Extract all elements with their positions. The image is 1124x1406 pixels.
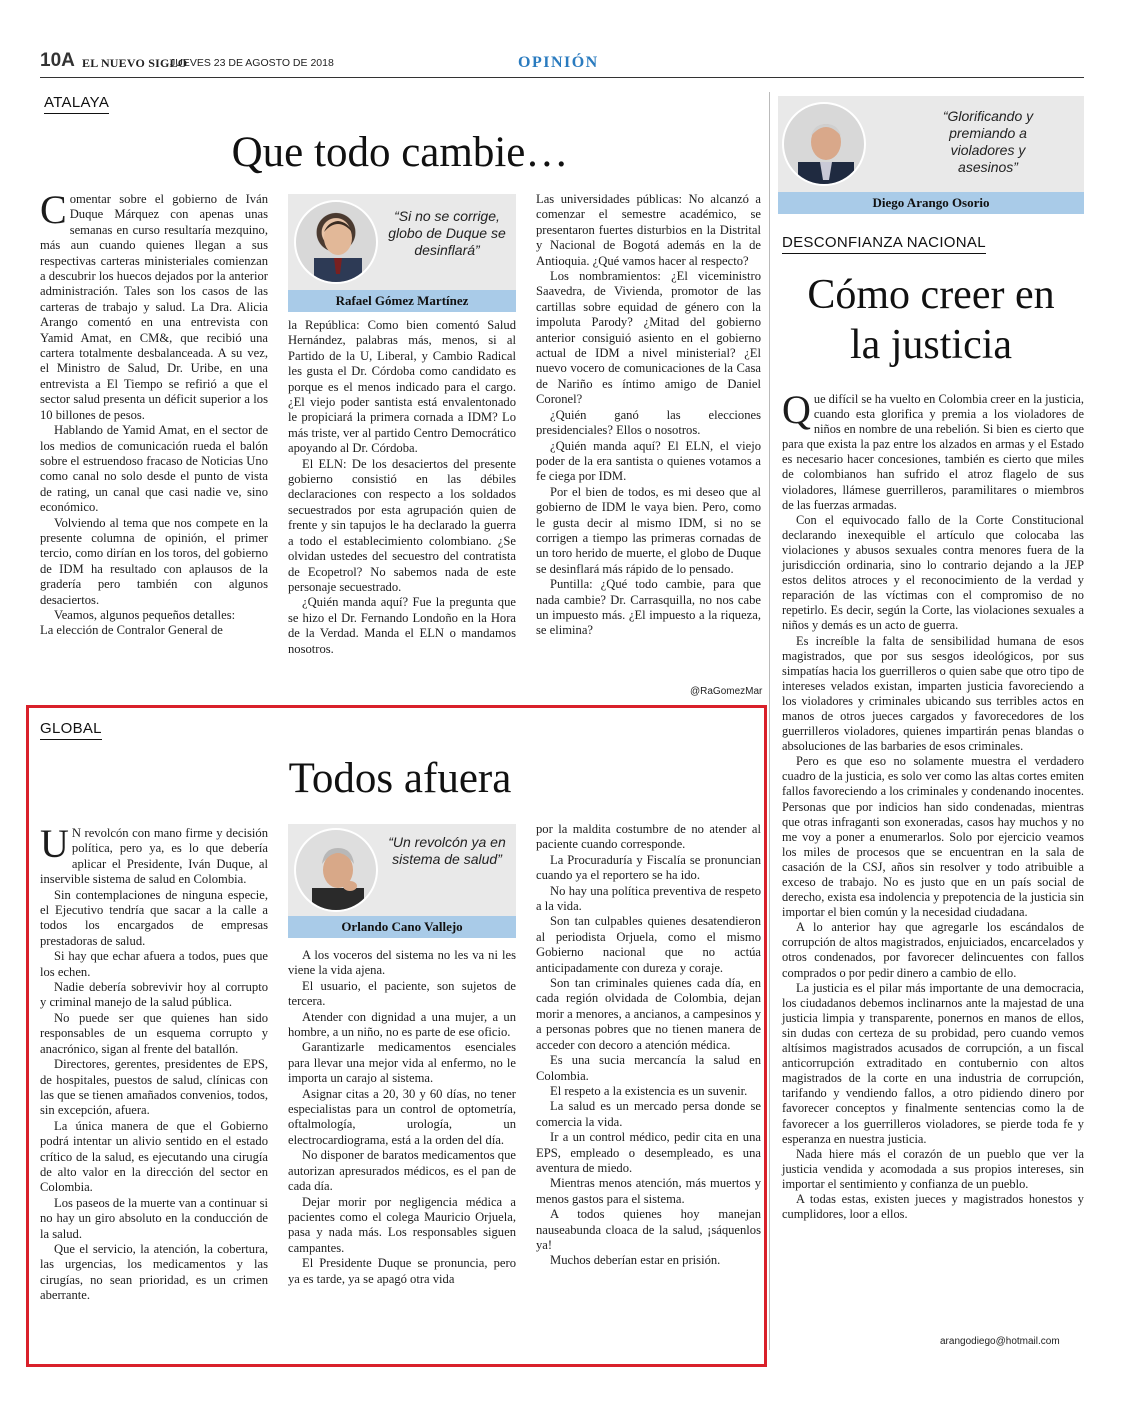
paragraph: Puntilla: ¿Qué todo cambie, para que nada cambie? Dr. Carrasquilla, no nos cabe un impuesto más. ¿El impuesto a la riqueza, se elimina?: [536, 577, 761, 638]
author-photo: [782, 102, 866, 186]
paragraph: La elección de Contralor General de: [40, 623, 223, 638]
global-column-2: [288, 948, 516, 1287]
author-photo: [294, 200, 378, 284]
paragraph: No puede ser que quienes han sido responsables de un esquema corrupto y anacrónico, sigan al frente del batallón.: [40, 1010, 268, 1056]
paragraph: A todas estas, existen jueces y magistrados honestos y cumplidores, loor a ellos.: [782, 1191, 1084, 1222]
paper-name: EL NUEVO SIGLO: [82, 56, 188, 70]
paragraph: Sin contemplaciones de ninguna especie, el Ejecutivo tendría que sacar a la calle a todos los encargados de empresas prestadoras de salud.: [40, 887, 268, 948]
paragraph: Los paseos de la muerte van a continuar si no hay un giro absoluto en la conducción de la salud.: [40, 1195, 268, 1241]
author-box-rafael: [288, 194, 516, 312]
paragraph: ue difícil se ha vuelto en Colombia creer en la justicia, cuando esta glorifica y premia a los violadores de niños en nombre de una rebelión. Si bien es cierto que para que exista la paz entre los alzados en armas y el Estado es necesario hacer concesiones, también es cierto que miles de colombianos han sufrido el atroz flagelo de sus violadores, llámese guerrilleros, paramilitares o miembros de las fuerzas armadas.: [782, 392, 1084, 512]
paragraph: Muchos deberían estar en prisión.: [550, 1253, 721, 1268]
paragraph: La Procuraduría y Fiscalía se pronuncian cuando ya el reportero se ha ido.: [536, 852, 761, 883]
global-headline: Todos afuera: [288, 755, 512, 802]
drop-cap: Q: [782, 387, 811, 432]
paragraph: ¿Quién manda aquí? Fue la pregunta que se hizo el Dr. Fernando Londoño en la Hora de la Verdad. Manda el ELN o mandamos nosotros.: [288, 595, 516, 656]
author-photo: [294, 828, 378, 912]
paragraph: Los nombramientos: ¿El viceministro Saavedra, de Vivienda, promotor de las cartillas sobre equidad de género con la impoluta Parody? ¿Mitad del gobierno anterior consiguió asiento en el gobierno actual de IDM a nivel ministerial? ¿El nuevo vocero de comunicaciones de la Casa de Nariño es íntimo amigo de Daniel Coronel?: [536, 269, 761, 407]
headline-line: la justicia: [849, 322, 1013, 368]
paragraph: la República: Como bien comentó Salud Hernández, palabras más, menos, si al Partido de la U, Liberal, y Cambio Radical les gusta el Dr. Córdoba como candidato es porque es el menos indicado para el cargo. ¿El viejo poder santista está envalentonado le propiciará la primera cornada a IDM? Lo más triste, ver al partido Centro Democrático apoyando al Dr. Córdoba.: [288, 318, 516, 456]
paragraph: Garantizarle medicamentos esenciales para llevar una mejor vida al enfermo, no le importa un carajo al sistema.: [288, 1040, 516, 1086]
paragraph: Nadie debería sobrevivir hoy al corrupto y criminal manejo de la salud pública.: [40, 980, 268, 1010]
drop-cap: U: [40, 821, 69, 866]
author-name: Diego Arango Osorio: [778, 192, 1084, 214]
paragraph: A los voceros del sistema no les va ni les viene la vida ajena.: [288, 948, 516, 978]
paragraph: A lo anterior hay que agregarle los escándalos de corrupción de altos magistrados, enjuiciados, encarcelados y otros condenados, por favorecer delincuentes con fallos comprados o por pedir dinero a cambio de ello.: [782, 920, 1084, 980]
paragraph: El ELN: De los desaciertos del presente gobierno consistió en las débiles declaraciones con respecto a los soldados secuestrados por esta agrupación quien de frente y sin tapujos le ha declarado la guerra a todo el establecimiento colombiano. ¿Se olvidan ustedes del secuestro del contratista de Ecopetrol? No sabemos nada de este personaje secuestrado.: [288, 456, 516, 594]
drop-cap: C: [40, 187, 67, 232]
author-email: arangodiego@hotmail.com: [940, 1336, 1060, 1347]
paragraph: Volviendo al tema que nos compete en la presente columna de opinión, el primer tercio, como dirían en los toros, del gobierno de IDM ha resultado con aplausos de la gradería pero también con algunos desaciertos.: [40, 515, 268, 607]
paragraph: Veamos, algunos pequeños detalles:: [54, 607, 236, 622]
paragraph: No disponer de baratos medicamentos que autorizan apresurados médicos, es el pan de cada día.: [288, 1148, 516, 1194]
paragraph: No hay una política preventiva de respeto a la vida.: [536, 883, 761, 914]
paragraph: por la maldita costumbre de no atender al paciente cuando corresponde.: [536, 822, 761, 852]
issue-date: JUEVES 23 DE AGOSTO DE 2018: [170, 57, 334, 69]
atalaya-column-2: [288, 318, 516, 657]
author-name: Orlando Cano Vallejo: [288, 916, 516, 938]
author-handle: @RaGomezMar: [690, 686, 763, 697]
author-quote: “Un revolcón ya en sistema de salud”: [388, 834, 506, 867]
paragraph: Ir a un control médico, pedir cita en una EPS, empleado o desempleado, es una aventura de miedo.: [536, 1130, 761, 1175]
paragraph: El usuario, el paciente, son sujetos de tercera.: [288, 978, 516, 1009]
paragraph: Que el servicio, la atención, la cobertura, las urgencias, los medicamentos y las cirugías, no sean prioridad, es un crimen aberrante.: [40, 1241, 268, 1303]
paragraph: Por el bien de todos, es mi deseo que al gobierno de IDM le vaya bien. Pero, como le gusta decir al mismo IDM, si no se corrigen a tiempo las primeras cornadas de un toro herido de muerte, el globo de Duque se desinflará más rápido de lo pensado.: [536, 484, 761, 576]
paragraph: Mientras menos atención, más muertos y menos gastos para el sistema.: [536, 1176, 761, 1206]
paragraph: Es increíble la falta de sensibilidad humana de esos magistrados, que por sus sesgos ideológicos, por sus simpatías hacia los guerrilleros o quien sabe que otro tipo de intereses velados existan, imparten justicia favoreciendo a los violadores y criminales ubicando sus terribles actos en manos de otros jueces cargados y favorecedores de los guerrilleros violadores, quienes impartirán penas blandas o absoluciones de las barbaries de esos criminales.: [782, 633, 1084, 754]
page-number: 10A: [40, 50, 75, 71]
desconfianza-headline: [778, 270, 1084, 370]
desconfianza-kicker: DESCONFIANZA NACIONAL: [782, 234, 986, 254]
author-quote: “Si no se corrige, globo de Duque se desinflará”: [388, 208, 506, 258]
paragraph: El respeto a la existencia es un suvenir.: [550, 1083, 748, 1098]
atalaya-kicker: ATALAYA: [44, 94, 109, 114]
desconfianza-column: [782, 387, 1084, 1222]
paragraph: Pero es que eso no solamente muestra el verdadero cuadro de la justicia, es solo ver como las altas cortes emiten fallos favoreciendo a los criminales y condenando inocentes. Personas que por indicios han sido condenadas, mientras que otras infraganti son exoneradas, casos hay muchos y no me voy a poner a enumerarlos. Solo por ejercicio veamos los miles de procesos que se encuentran en la sala de casación de la CSJ, años sin resolver y todo atribuible a exceso de trabajo. No es justo que en un país social de derecho, exista esa indolencia y prepotencia de la justicia sin importar el bien común y la necesidad ciudadana.: [782, 754, 1084, 920]
headline-line: Cómo creer en: [807, 272, 1055, 318]
paragraph: Directores, gerentes, presidentes de EPS, de hospitales, puestos de salud, clínicas con las que se tienen amañados convenios, todos, sin excepción, afuera.: [40, 1057, 268, 1118]
paragraph: Dejar morir por negligencia médica a pacientes como el colega Mauricio Orjuela, pasa y nada más. Los responsables siguen campantes.: [288, 1194, 516, 1255]
author-quote: “Glorificando y premiando a violadores y asesinos”: [942, 108, 1034, 175]
author-name: Rafael Gómez Martínez: [288, 290, 516, 312]
section-title: OPINIÓN: [518, 54, 599, 71]
author-box-diego: [778, 96, 1084, 214]
paragraph: Con el equivocado fallo de la Corte Constitucional declarando inexequible el artículo que colocaba las violaciones y abusos sexuales contra menores fuera de la jurisdicción ordinaria, sino lo contrario dejando a la JEP estos delitos atroces y el reconocimiento de la verdad y reparación de las víctimas con el compromiso de no repetirlo. Es decir, según la Corte, las violaciones sexuales a niños y demás es un acto de guerra.: [782, 512, 1084, 633]
atalaya-headline: Que todo cambie…: [231, 129, 569, 176]
paragraph: La justicia es el pilar más importante de una democracia, los ciudadanos debemos inclinarnos ante la majestad de una justicia limpia y transparente, ponernos en manos de ellos, sin dudas con certeza de su probidad, pero cuando vemos altísimos magistrados acusados de corrupción, a un fiscal anticorrupción extraditado en contubernio con altos magistrados de la corte en una industria de corrupción, tarifando y vendiendo fallos, a otro pidiendo dinero por favorecer conceptos y finalmente sentencias como la de favorecer a los guerrilleros violadores, se pierde toda fe y esperanza en nuestra justicia.: [782, 980, 1084, 1146]
atalaya-column-3: [536, 192, 761, 639]
page-header: [40, 48, 1084, 78]
paragraph: omentar sobre el gobierno de Iván Duque Márquez con apenas unas semanas en curso resultaría mezquino, más aun cuando quienes llegan a sus respectivas carteras ministeriales comienzan a descubrir los huecos dejados por la anterior administración. Tales son los casos de las carteras de trabajo y salud. La Dra. Alicia Arango comentó en una entrevista con Yamid Amat, en CM&, que recibió una cartera totalmente desbalanceada. A su vez, el Ministro de Salud, Dr. Uribe, en una entrevista a El Tiempo se refirió a que el sector salud presenta un déficit superior a los 10 billones de pesos.: [40, 192, 268, 422]
global-kicker: GLOBAL: [40, 720, 102, 740]
paragraph: A todos quienes hoy manejan nauseabunda cloaca de la salud, ¡sáquenlos ya!: [536, 1207, 761, 1252]
paragraph: Hablando de Yamid Amat, en el sector de los medios de comunicación rueda el balón sobre el estruendoso fracaso de Noticias Uno como canal no solo desde el punto de vista de rating, un canal que casi nadie ve, sino económico.: [40, 423, 268, 515]
paragraph: N revolcón con mano firme y decisión política, pero ya, es lo que debería aplicar el Presidente, Iván Duque, al inservible sistema de salud en Colombia.: [40, 826, 268, 887]
paragraph: Las universidades públicas: No alcanzó a comenzar el semestre académico, se presentaron fuertes disturbios en la Distrital y Nacional de Bogotá además en la de Antioquia. ¿Qué vamos hacer al respecto?: [536, 192, 761, 268]
paragraph: Es una sucia mercancía la salud en Colombia.: [536, 1053, 761, 1083]
paragraph: ¿Quién manda aquí? El ELN, el viejo poder de la era santista o quienes votamos a fe ciega por IDM.: [536, 438, 761, 484]
paragraph: Atender con dignidad a una mujer, a un hombre, a un niño, no es parte de ese oficio.: [288, 1009, 516, 1040]
column-divider: [769, 92, 770, 1350]
atalaya-column-1: [40, 187, 268, 639]
global-column-3: [536, 822, 761, 1269]
paragraph: La salud es un mercado persa donde se comercia la vida.: [536, 1099, 761, 1129]
paragraph: Son tan culpables quienes desatendieron al periodista Orjuela, como el mismo Gobierno nacional que no actúa anticipadamente con dureza y coraje.: [536, 914, 761, 975]
global-column-1: [40, 821, 268, 1304]
paragraph: Nada hiere más el corazón de un pueblo que ver la justicia vendida y acomodada a sus propios intereses, sin importar el sentimiento y confianza de un pueblo.: [782, 1146, 1084, 1191]
author-box-orlando: [288, 824, 516, 938]
paragraph: Asignar citas a 20, 30 y 60 días, no tener especialistas para un control de optometría, oftalmología, urología, un electrocardiograma, está a la orden del día.: [288, 1086, 516, 1147]
paragraph: ¿Quién ganó las elecciones presidenciales? Ellos o nosotros.: [536, 407, 761, 438]
paragraph: Son tan criminales quienes cada día, en cada región olvidada de Colombia, dejan morir a menores, a ancianos, a campesinos y a personas pobres que no tienen manera de acceder con decoro a atención médica.: [536, 976, 761, 1052]
paragraph: El Presidente Duque se pronuncia, pero ya es tarde, ya se apagó otra vida: [288, 1256, 516, 1286]
paragraph: Si hay que echar afuera a todos, pues que los echen.: [40, 949, 268, 979]
paragraph: La única manera de que el Gobierno podrá intentar un alivio sentido en el estado crítico de la salud, es ejecutando una cirugía de alto valor en la dirección del sector en Colombia.: [40, 1118, 268, 1195]
